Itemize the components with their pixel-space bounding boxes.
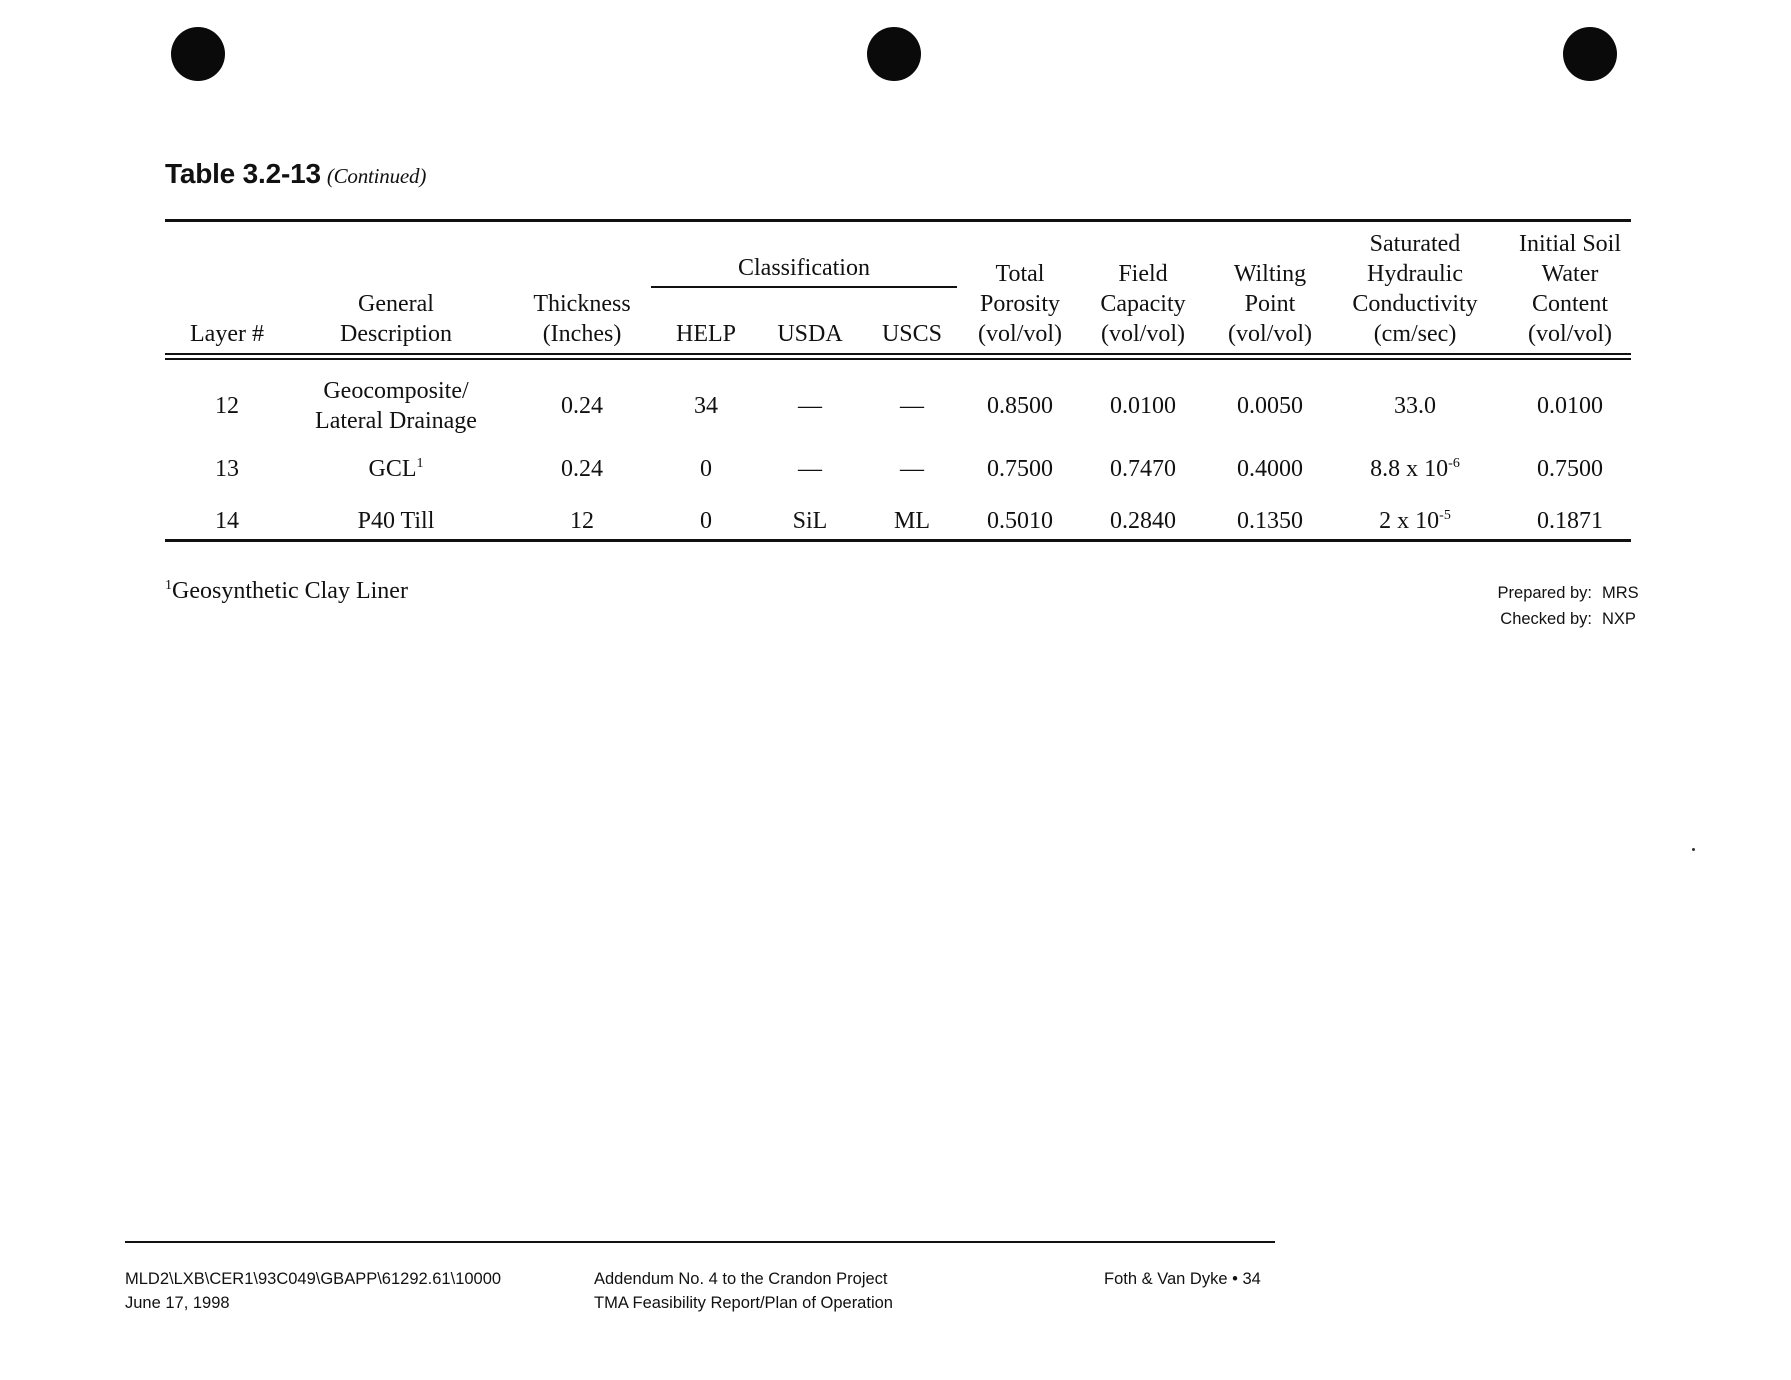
checked-by-initials: NXP — [1602, 610, 1636, 628]
punch-hole-center — [867, 27, 921, 81]
cell-line: Description — [340, 321, 452, 347]
table-top-rule — [165, 219, 1631, 222]
checked-by-label: Checked by: — [1500, 610, 1592, 628]
table-cell-porosity — [960, 391, 1080, 421]
table-cell-water_content — [1490, 454, 1650, 484]
description-text: GCL — [368, 456, 417, 482]
cell-line: General — [358, 291, 434, 317]
cell-value: — — [900, 393, 924, 419]
cell-line: USCS — [881, 321, 943, 347]
footer-report-line-2: TMA Feasibility Report/Plan of Operation — [594, 1294, 893, 1312]
footnote-text: Geosynthetic Clay Liner — [172, 578, 408, 604]
table-cell-conductivity — [1330, 454, 1500, 484]
table-cell-usda — [760, 506, 860, 536]
table-cell-usda — [760, 454, 860, 484]
cell-value: 0.7500 — [1537, 456, 1603, 482]
table-title — [165, 158, 426, 190]
cell-value: 0.0100 — [1110, 393, 1176, 419]
cell-line: (vol/vol) — [1528, 321, 1612, 347]
table-cell-conductivity — [1330, 391, 1500, 421]
table-cell-conductivity — [1330, 506, 1500, 536]
column-header-wilting — [1210, 259, 1330, 349]
cell-value: — — [798, 393, 822, 419]
cell-value: 0.7470 — [1110, 456, 1176, 482]
cell-line: HELP — [676, 321, 736, 347]
table-cell-field_capacity — [1083, 454, 1203, 484]
cell-value: 33.0 — [1394, 393, 1436, 419]
cell-value: 14 — [215, 508, 239, 534]
table-cell-wilting — [1210, 454, 1330, 484]
table-cell-thickness — [512, 506, 652, 536]
table-cell-field_capacity — [1083, 391, 1203, 421]
footer-path: MLD2\LXB\CER1\93C049\GBAPP\61292.61\10000 — [125, 1270, 502, 1288]
table-cell-help — [661, 506, 751, 536]
table-cell-field_capacity — [1083, 506, 1203, 536]
table-cell-porosity — [960, 506, 1080, 536]
scan-speck — [1692, 848, 1695, 851]
description-text: Geocomposite/ — [323, 378, 469, 404]
cell-value: 13 — [215, 456, 239, 482]
table-cell-description — [296, 376, 496, 436]
header-rule-2 — [165, 358, 1631, 360]
table-cell-layer — [167, 506, 287, 536]
table-cell-layer — [167, 454, 287, 484]
footer-report-line-1: Addendum No. 4 to the Crandon Project — [594, 1270, 888, 1288]
cell-value: 2 x 10 — [1379, 508, 1440, 534]
exponent: -5 — [1439, 508, 1451, 523]
table-cell-uscs — [867, 506, 957, 536]
cell-line: Point — [1244, 291, 1296, 317]
table-title-text: Table 3.2-13 — [165, 158, 321, 189]
cell-value: — — [798, 456, 822, 482]
table-cell-help — [661, 454, 751, 484]
table-cell-thickness — [512, 391, 652, 421]
column-header-uscs — [867, 319, 957, 349]
footer-report-title — [594, 1267, 893, 1315]
cell-value: — — [900, 456, 924, 482]
column-header-water_content — [1490, 229, 1650, 349]
cell-value: 0.0050 — [1237, 393, 1303, 419]
cell-line — [296, 406, 496, 436]
table-title-note: (Continued) — [326, 164, 427, 188]
column-header-thickness — [512, 289, 652, 349]
table-cell-description — [296, 506, 496, 536]
cell-value: 8.8 x 10 — [1370, 456, 1449, 482]
cell-value: 0.24 — [561, 456, 603, 482]
cell-line — [296, 454, 496, 484]
table-cell-porosity — [960, 454, 1080, 484]
punch-hole-right — [1563, 27, 1617, 81]
punch-hole-left — [171, 27, 225, 81]
footer-firm-page-text: Foth & Van Dyke • 34 — [1104, 1270, 1261, 1288]
table-cell-thickness — [512, 454, 652, 484]
table-cell-help — [661, 391, 751, 421]
footer-date: June 17, 1998 — [125, 1294, 230, 1312]
cell-line: (vol/vol) — [1228, 321, 1312, 347]
cell-line: Wilting — [1233, 261, 1307, 287]
header-rule-1 — [165, 353, 1631, 355]
cell-line: Saturated — [1369, 231, 1461, 257]
column-header-conductivity — [1330, 229, 1500, 349]
cell-value: 34 — [694, 393, 718, 419]
cell-value: 0.4000 — [1237, 456, 1303, 482]
table-cell-wilting — [1210, 391, 1330, 421]
table-cell-description — [296, 454, 496, 484]
column-header-field_capacity — [1083, 259, 1203, 349]
cell-line: (vol/vol) — [978, 321, 1062, 347]
cell-value: 12 — [570, 508, 594, 534]
footer-firm-page — [1104, 1267, 1261, 1291]
cell-value: 0.24 — [561, 393, 603, 419]
cell-line: Field — [1118, 261, 1168, 287]
cell-line: Total — [995, 261, 1045, 287]
cell-line: Water — [1541, 261, 1599, 287]
classification-rule — [651, 286, 957, 288]
cell-line: Hydraulic — [1367, 261, 1463, 287]
cell-line: (Inches) — [542, 321, 622, 347]
prepared-by-initials: MRS — [1602, 584, 1639, 602]
table-cell-usda — [760, 391, 860, 421]
cell-value: 0.8500 — [987, 393, 1053, 419]
footnote-reference: 1 — [416, 456, 424, 471]
cell-line: Layer # — [190, 321, 264, 347]
footer-rule — [125, 1241, 1275, 1243]
cell-line — [296, 376, 496, 406]
cell-value: 0.1350 — [1237, 508, 1303, 534]
prepared-by-line — [1498, 580, 1646, 606]
column-header-layer — [167, 319, 287, 349]
column-header-usda — [760, 319, 860, 349]
cell-value: 0.5010 — [987, 508, 1053, 534]
cell-line: Conductivity — [1352, 291, 1478, 317]
table-cell-wilting — [1210, 506, 1330, 536]
cell-line: Content — [1532, 291, 1608, 317]
table-cell-water_content — [1490, 391, 1650, 421]
cell-value: SiL — [792, 508, 828, 534]
cell-value: 0.0100 — [1537, 393, 1603, 419]
cell-value: 0.7500 — [987, 456, 1053, 482]
cell-line: Thickness — [533, 291, 631, 317]
cell-value: 0 — [700, 508, 712, 534]
cell-line: (cm/sec) — [1373, 321, 1457, 347]
signoff-block — [1498, 580, 1646, 632]
footnote — [165, 578, 408, 605]
exponent: -6 — [1448, 456, 1460, 471]
cell-line: (vol/vol) — [1101, 321, 1185, 347]
description-text: P40 Till — [357, 508, 435, 534]
column-header-help — [661, 319, 751, 349]
cell-line: Initial Soil — [1519, 231, 1621, 257]
checked-by-line — [1498, 606, 1646, 632]
table-cell-layer — [167, 391, 287, 421]
cell-line: USDA — [777, 321, 843, 347]
cell-line: Porosity — [979, 291, 1060, 317]
cell-value: 0.1871 — [1537, 508, 1603, 534]
table-cell-water_content — [1490, 506, 1650, 536]
cell-line — [296, 506, 496, 536]
classification-header: Classification — [738, 255, 870, 281]
footer-file-info — [125, 1267, 501, 1315]
prepared-by-label: Prepared by: — [1497, 584, 1592, 602]
cell-value: ML — [894, 508, 930, 534]
cell-value: 0.2840 — [1110, 508, 1176, 534]
column-header-porosity — [960, 259, 1080, 349]
table-bottom-rule — [165, 539, 1631, 542]
description-text: Lateral Drainage — [315, 408, 477, 434]
cell-value: 12 — [215, 393, 239, 419]
table-cell-uscs — [867, 391, 957, 421]
column-header-description — [296, 289, 496, 349]
cell-line: Capacity — [1100, 291, 1186, 317]
footnote-marker: 1 — [165, 578, 172, 593]
cell-value: 0 — [700, 456, 712, 482]
table-cell-uscs — [867, 454, 957, 484]
